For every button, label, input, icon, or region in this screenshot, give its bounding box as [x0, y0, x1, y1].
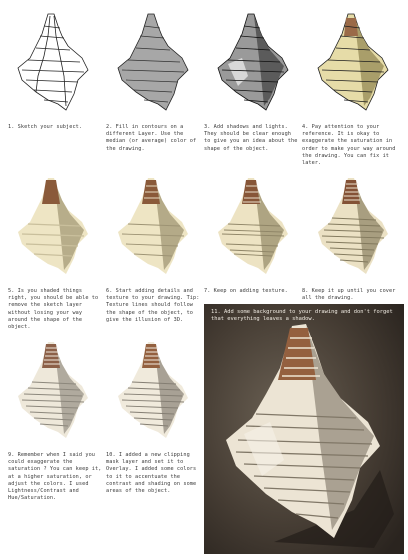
shell-flat-fill-drawing	[108, 6, 196, 118]
step-8-caption: 8. Keep it up until you cover all the drawing.	[302, 288, 396, 302]
step-3-image	[208, 6, 296, 118]
shell-sketch-drawing	[8, 6, 96, 118]
shell-color-adjusted-painting	[8, 334, 96, 446]
shell-overlay-painting	[108, 334, 196, 446]
step-5-caption: 5. Is you shaded things right, you should be able to remove the sketch layer without losing your way around the shape of the object.	[8, 288, 99, 331]
step-7-caption: 7. Keep on adding texture.	[204, 288, 288, 294]
shell-no-sketch-painting	[8, 170, 96, 282]
step-2-caption: 2. Fill in contours on a different Layer. Use the median (or average) color of the drawing.	[106, 124, 197, 152]
step-4-image	[308, 6, 396, 118]
shell-shaded-drawing	[208, 6, 296, 118]
step-6-caption: 6. Start adding details and texture to your drawing. Tip: Texture lines should follow the shape of the object, to give the illusion of 3D.	[106, 288, 200, 323]
step-2-image	[108, 6, 196, 118]
shell-more-texture-painting	[208, 170, 296, 282]
shell-texture-start-painting	[108, 170, 196, 282]
step-7-image	[208, 170, 296, 282]
shell-full-texture-painting	[308, 170, 396, 282]
step-1-image	[8, 6, 96, 118]
shell-colored-drawing	[308, 6, 396, 118]
step-9-image	[8, 334, 96, 446]
step-8-image	[308, 170, 396, 282]
shell-final-painting	[204, 304, 404, 554]
step-6-image	[108, 170, 196, 282]
step-1-caption: 1. Sketch your subject.	[8, 124, 83, 130]
step-10-image	[108, 334, 196, 446]
step-3-caption: 3. Add shadows and lights. They should be clear enough to give you an idea about the shape of the object.	[204, 124, 298, 152]
step-11-caption: 11. Add some background to your drawing and don't forget that everything leaves a shadow.	[211, 309, 393, 323]
step-10-caption: 10. I added a new clipping mask layer and set it to Overlay. I added some colors to it to accentuate the contrast and shading on some areas of the object.	[106, 452, 197, 495]
step-4-caption: 4. Pay attention to your reference. It is okay to exaggerate the saturation in order to make your way around the drawing. You can fix it later.	[302, 124, 396, 167]
step-5-image	[8, 170, 96, 282]
step-11	[204, 304, 404, 554]
step-9-caption: 9. Remember when I said you could exaggerate the saturation ? You can keep it, at a higher saturation, or adjust the colors. I used Lightness/Contrast and Hue/Saturation.	[8, 452, 102, 502]
